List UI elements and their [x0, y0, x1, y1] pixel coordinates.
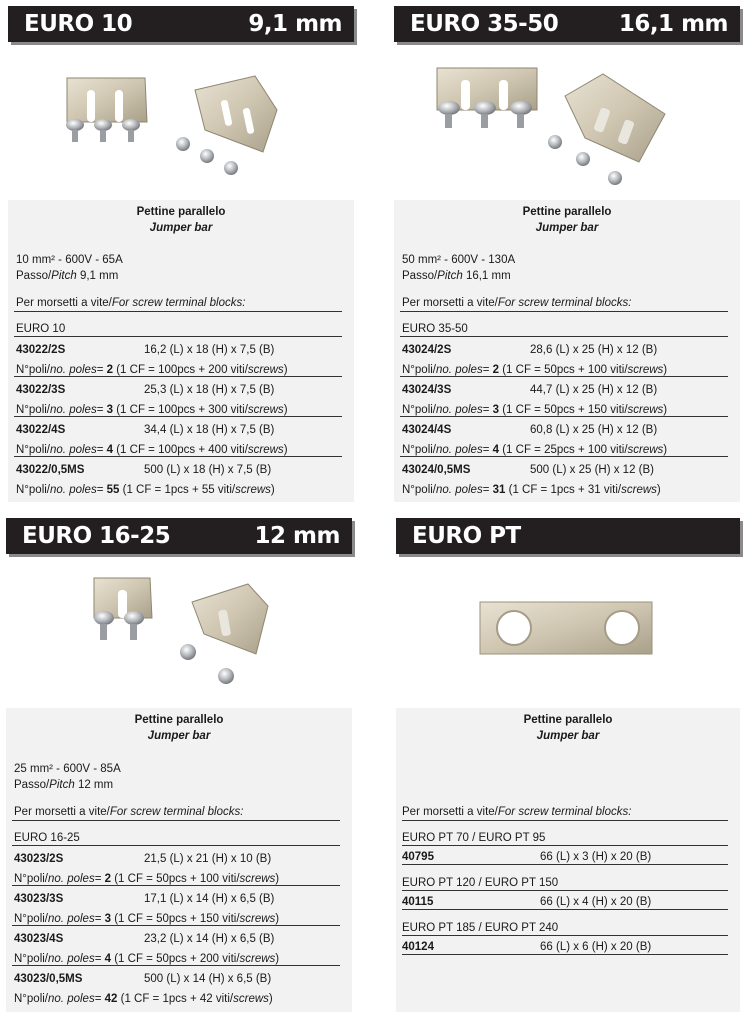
- divider: [400, 456, 728, 457]
- divider: [400, 376, 728, 377]
- divider: [400, 416, 728, 417]
- divider: [402, 954, 728, 955]
- electrical-spec: 25 mm² - 600V - 85A: [14, 763, 121, 775]
- poles-line: N°poli/no. poles= 3 (1 CF = 100pcs + 300 viti/screws): [16, 404, 288, 416]
- divider: [14, 376, 342, 377]
- poles-line: N°poli/no. poles= 4 (1 CF = 50pcs + 200 viti/screws): [14, 953, 280, 965]
- product-dims: 66 (L) x 6 (H) x 20 (B): [540, 941, 652, 953]
- pitch-line: Passo/Pitch 9,1 mm: [16, 270, 119, 282]
- panel-title: Pettine parallelo: [134, 714, 224, 726]
- series-pitch: 9,1 mm: [248, 11, 342, 37]
- panel-subtitle: Jumper bar: [147, 730, 211, 742]
- product-code: 43023/0,5MS: [14, 973, 83, 985]
- pitch-line: Passo/Pitch 16,1 mm: [402, 270, 511, 282]
- poles-line: N°poli/no. poles= 4 (1 CF = 25pcs + 100 viti/screws): [402, 444, 668, 456]
- product-code: 43022/0,5MS: [16, 464, 85, 476]
- product-dims: 17,1 (L) x 14 (H) x 6,5 (B): [144, 893, 275, 905]
- family-label: EURO PT 185 / EURO PT 240: [402, 922, 559, 934]
- product-photo-euro-35-50: [425, 62, 675, 192]
- product-dims: 21,5 (L) x 21 (H) x 10 (B): [144, 853, 272, 865]
- divider: [12, 820, 340, 821]
- electrical-spec: 10 mm² - 600V - 65A: [16, 254, 123, 266]
- divider: [12, 845, 340, 846]
- product-dims: 66 (L) x 3 (H) x 20 (B): [540, 851, 652, 863]
- panel-subtitle: Jumper bar: [149, 222, 213, 234]
- divider: [12, 925, 340, 926]
- series-name: EURO 10: [24, 11, 133, 37]
- pitch-line: Passo/Pitch 12 mm: [14, 779, 114, 791]
- product-code: 40115: [402, 896, 434, 908]
- product-dims: 500 (L) x 14 (H) x 6,5 (B): [144, 973, 272, 985]
- product-dims: 44,7 (L) x 25 (H) x 12 (B): [530, 384, 658, 396]
- product-code: 43024/0,5MS: [402, 464, 471, 476]
- product-code: 40795: [402, 851, 434, 863]
- divider: [402, 935, 728, 936]
- product-dims: 34,4 (L) x 18 (H) x 7,5 (B): [144, 424, 275, 436]
- panel-subtitle: Jumper bar: [535, 222, 599, 234]
- product-dims: 28,6 (L) x 25 (H) x 12 (B): [530, 344, 658, 356]
- product-code: 43022/3S: [16, 384, 66, 396]
- divider: [400, 336, 728, 337]
- panel-subtitle: Jumper bar: [536, 730, 600, 742]
- divider: [14, 456, 342, 457]
- poles-line: N°poli/no. poles= 3 (1 CF = 50pcs + 150 viti/screws): [14, 913, 280, 925]
- family-label: EURO 10: [16, 323, 66, 335]
- family-label: EURO 16-25: [14, 832, 80, 844]
- series-name: EURO 16-25: [22, 523, 171, 549]
- product-dims: 66 (L) x 4 (H) x 20 (B): [540, 896, 652, 908]
- usage-line: Per morsetti a vite/For screw terminal blocks:: [14, 806, 244, 818]
- product-code: 40124: [402, 941, 434, 953]
- poles-line: N°poli/no. poles= 2 (1 CF = 50pcs + 100 viti/screws): [402, 364, 668, 376]
- poles-line: N°poli/no. poles= 55 (1 CF = 1pcs + 55 viti/screws): [16, 484, 275, 496]
- product-dims: 500 (L) x 18 (H) x 7,5 (B): [144, 464, 272, 476]
- header-euro-16-25: [6, 518, 352, 554]
- product-code: 43024/2S: [402, 344, 452, 356]
- poles-line: N°poli/no. poles= 2 (1 CF = 100pcs + 200 viti/screws): [16, 364, 288, 376]
- spec-panel-euro-pt: [396, 708, 740, 1012]
- product-code: 43024/4S: [402, 424, 452, 436]
- product-photo-euro-pt: [478, 600, 656, 658]
- divider: [12, 885, 340, 886]
- divider: [402, 845, 728, 846]
- product-dims: 500 (L) x 25 (H) x 12 (B): [530, 464, 654, 476]
- family-label: EURO PT 120 / EURO PT 150: [402, 877, 559, 889]
- header-euro-35-50: [394, 6, 740, 42]
- product-code: 43023/4S: [14, 933, 64, 945]
- product-photo-euro-10: [55, 70, 295, 185]
- divider: [402, 820, 728, 821]
- series-pitch: 12 mm: [254, 523, 340, 549]
- electrical-spec: 50 mm² - 600V - 130A: [402, 254, 516, 266]
- product-code: 43023/2S: [14, 853, 64, 865]
- product-dims: 16,2 (L) x 18 (H) x 7,5 (B): [144, 344, 275, 356]
- divider: [402, 909, 728, 910]
- usage-line: Per morsetti a vite/For screw terminal blocks:: [16, 297, 246, 309]
- product-code: 43022/2S: [16, 344, 66, 356]
- family-label: EURO PT 70 / EURO PT 95: [402, 832, 546, 844]
- poles-line: N°poli/no. poles= 2 (1 CF = 50pcs + 100 viti/screws): [14, 873, 280, 885]
- divider: [402, 890, 728, 891]
- family-label: EURO 35-50: [402, 323, 468, 335]
- divider: [12, 965, 340, 966]
- usage-line: Per morsetti a vite/For screw terminal blocks:: [402, 806, 632, 818]
- series-name: EURO 35-50: [410, 11, 559, 37]
- panel-title: Pettine parallelo: [522, 206, 612, 218]
- product-photo-euro-16-25: [80, 572, 280, 697]
- product-dims: 60,8 (L) x 25 (H) x 12 (B): [530, 424, 658, 436]
- divider: [14, 311, 342, 312]
- product-dims: 25,3 (L) x 18 (H) x 7,5 (B): [144, 384, 275, 396]
- divider: [400, 311, 728, 312]
- divider: [14, 416, 342, 417]
- poles-line: N°poli/no. poles= 4 (1 CF = 100pcs + 400 viti/screws): [16, 444, 288, 456]
- divider: [14, 336, 342, 337]
- usage-line: Per morsetti a vite/For screw terminal blocks:: [402, 297, 632, 309]
- poles-line: N°poli/no. poles= 3 (1 CF = 50pcs + 150 viti/screws): [402, 404, 668, 416]
- product-code: 43022/4S: [16, 424, 66, 436]
- header-euro-pt: [396, 518, 740, 554]
- poles-line: N°poli/no. poles= 42 (1 CF = 1pcs + 42 viti/screws): [14, 993, 273, 1005]
- series-name: EURO PT: [412, 523, 521, 549]
- panel-title: Pettine parallelo: [136, 206, 226, 218]
- spec-panel-euro-16-25: [6, 708, 352, 1012]
- divider: [402, 864, 728, 865]
- spec-panel-euro-10: [8, 200, 354, 502]
- product-code: 43023/3S: [14, 893, 64, 905]
- product-code: 43024/3S: [402, 384, 452, 396]
- poles-line: N°poli/no. poles= 31 (1 CF = 1pcs + 31 viti/screws): [402, 484, 661, 496]
- header-euro-10: [8, 6, 354, 42]
- product-dims: 23,2 (L) x 14 (H) x 6,5 (B): [144, 933, 275, 945]
- series-pitch: 16,1 mm: [618, 11, 728, 37]
- panel-title: Pettine parallelo: [523, 714, 613, 726]
- spec-panel-euro-35-50: [394, 200, 740, 502]
